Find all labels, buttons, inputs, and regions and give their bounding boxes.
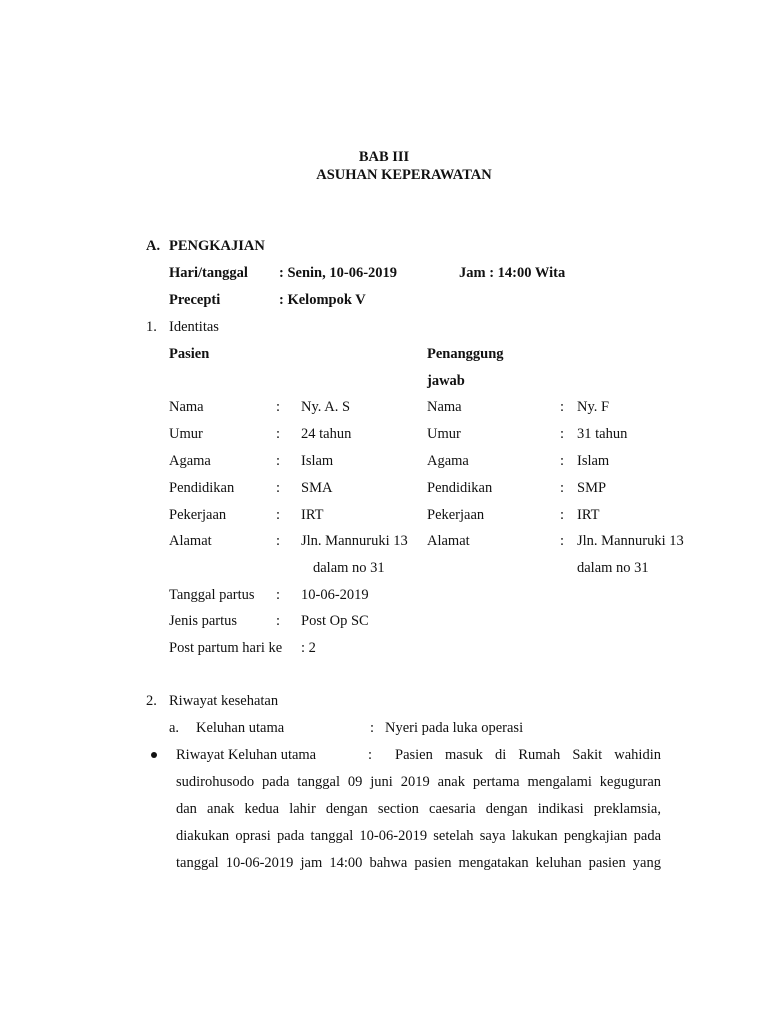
tanggal-partus-colon: : <box>276 587 281 603</box>
pj-agama-colon: : <box>560 453 565 469</box>
riwayat-paragraph-line: diakukan oprasi pada tanggal 10-06-2019 setelah saya lakukan pengkajian pada <box>176 828 661 844</box>
riwayat-keluhan-colon: : <box>368 747 373 763</box>
post-partum-label: Post partum hari ke <box>169 640 283 656</box>
pj-alamat-value-cont: dalam no 31 <box>577 560 649 576</box>
pj-nama-colon: : <box>560 399 565 415</box>
pj-pekerjaan-value: IRT <box>577 507 600 523</box>
pasien-pendidikan-label: Pendidikan <box>169 480 235 496</box>
pj-pendidikan-value: SMP <box>577 480 607 496</box>
pasien-alamat-colon: : <box>276 533 281 549</box>
pj-pekerjaan-label: Pekerjaan <box>427 507 485 523</box>
pj-agama-value: Islam <box>577 453 610 469</box>
penanggung-header-cont: jawab <box>427 373 465 389</box>
riwayat-paragraph-line: tanggal 10-06-2019 jam 14:00 bahwa pasien mengatakan keluhan pasien yang <box>176 855 661 871</box>
pj-pendidikan-label: Pendidikan <box>427 480 493 496</box>
penanggung-header: Penanggung <box>427 346 504 362</box>
keluhan-colon: : <box>370 720 375 736</box>
keluhan-label: Keluhan utama <box>196 720 285 736</box>
pj-umur-value: 31 tahun <box>577 426 628 442</box>
keluhan-value: Nyeri pada luka operasi <box>385 720 524 736</box>
pasien-umur-value: 24 tahun <box>301 426 352 442</box>
riwayat-keluhan-first: Pasien masuk di Rumah Sakit wahidin <box>395 747 661 763</box>
pj-alamat-label: Alamat <box>427 533 470 549</box>
pasien-nama-value: Ny. A. S <box>301 399 351 415</box>
riwayat-number: 2. <box>146 693 157 709</box>
jenis-partus-value: Post Op SC <box>301 613 369 629</box>
hari-label: Hari/tanggal <box>169 265 248 281</box>
pj-pekerjaan-colon: : <box>560 507 565 523</box>
pasien-nama-colon: : <box>276 399 281 415</box>
chapter-heading: BAB III <box>358 149 410 165</box>
precepti-value: : Kelompok V <box>279 292 366 308</box>
section-a-title: PENGKAJIAN <box>169 238 265 254</box>
precepti-label: Precepti <box>169 292 221 308</box>
tanggal-partus-label: Tanggal partus <box>169 587 255 603</box>
pasien-alamat-value-cont: dalam no 31 <box>313 560 385 576</box>
pj-agama-label: Agama <box>427 453 469 469</box>
keluhan-marker: a. <box>169 720 180 736</box>
riwayat-paragraph-line: dan anak kedua lahir dengan section caesaria dengan indikasi preklamsia, <box>176 801 661 817</box>
pasien-pekerjaan-value: IRT <box>301 507 324 523</box>
bullet-icon <box>151 752 157 758</box>
post-partum-value: : 2 <box>301 640 316 656</box>
jam-value: Jam : 14:00 Wita <box>459 265 566 281</box>
pj-umur-colon: : <box>560 426 565 442</box>
chapter-title: ASUHAN KEPERAWATAN <box>316 167 492 183</box>
riwayat-paragraph-line: sudirohusodo pada tanggal 09 juni 2019 anak pertama mengalami keguguran <box>176 774 661 790</box>
pj-nama-value: Ny. F <box>577 399 610 415</box>
riwayat-label: Riwayat kesehatan <box>169 693 279 709</box>
pasien-pendidikan-value: SMA <box>301 480 333 496</box>
riwayat-keluhan-label: Riwayat Keluhan utama <box>176 747 317 763</box>
pasien-agama-label: Agama <box>169 453 211 469</box>
pasien-nama-label: Nama <box>169 399 204 415</box>
pasien-alamat-value: Jln. Mannuruki 13 <box>301 533 408 549</box>
pasien-umur-colon: : <box>276 426 281 442</box>
identitas-number: 1. <box>146 319 157 335</box>
pasien-pekerjaan-colon: : <box>276 507 281 523</box>
pasien-pendidikan-colon: : <box>276 480 281 496</box>
pj-nama-label: Nama <box>427 399 462 415</box>
jenis-partus-colon: : <box>276 613 281 629</box>
pj-alamat-value: Jln. Mannuruki 13 <box>577 533 684 549</box>
pasien-agama-colon: : <box>276 453 281 469</box>
tanggal-partus-value: 10-06-2019 <box>301 587 369 603</box>
section-a-marker: A. <box>146 238 161 254</box>
pasien-agama-value: Islam <box>301 453 334 469</box>
pj-alamat-colon: : <box>560 533 565 549</box>
pj-pendidikan-colon: : <box>560 480 565 496</box>
pasien-pekerjaan-label: Pekerjaan <box>169 507 227 523</box>
hari-value: : Senin, 10-06-2019 <box>279 265 398 281</box>
pasien-umur-label: Umur <box>169 426 203 442</box>
pj-umur-label: Umur <box>427 426 461 442</box>
jenis-partus-label: Jenis partus <box>169 613 238 629</box>
identitas-label: Identitas <box>169 319 219 335</box>
pasien-header: Pasien <box>169 346 210 362</box>
pasien-alamat-label: Alamat <box>169 533 212 549</box>
